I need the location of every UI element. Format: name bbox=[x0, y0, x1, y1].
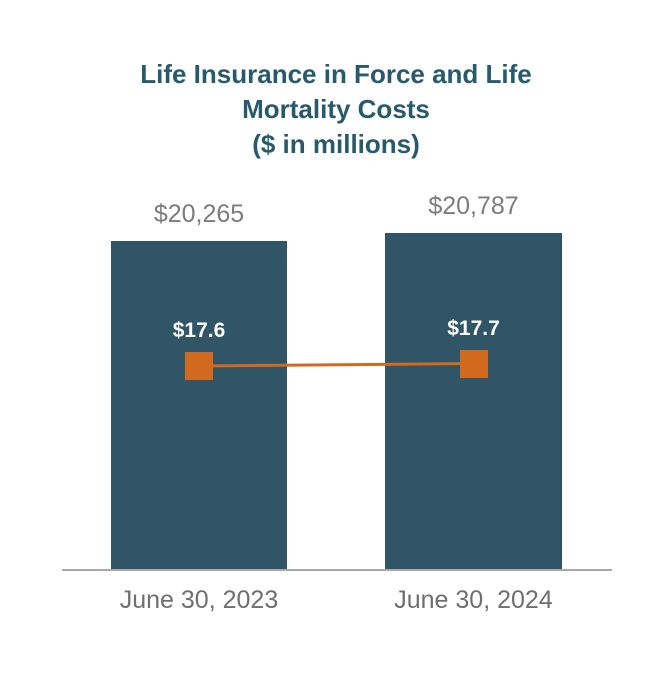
x-axis-label-2023: June 30, 2023 bbox=[119, 586, 279, 614]
line-marker-2024 bbox=[460, 350, 488, 378]
line-value-label-2023: $17.6 bbox=[172, 319, 226, 342]
line-segment bbox=[199, 364, 474, 367]
chart-title-line-3: ($ in millions) bbox=[252, 129, 420, 159]
bar-value-label-2023: $20,265 bbox=[153, 200, 245, 228]
chart-title-line-2: Mortality Costs bbox=[242, 94, 430, 124]
chart-title-line-1: Life Insurance in Force and Life bbox=[140, 59, 532, 89]
line-marker-2023 bbox=[185, 352, 213, 380]
line-value-label-2024: $17.7 bbox=[447, 316, 500, 340]
x-axis-label-2024: June 30, 2024 bbox=[394, 586, 553, 614]
x-axis-line bbox=[62, 569, 612, 571]
bar-value-label-2024: $20,787 bbox=[428, 192, 519, 220]
